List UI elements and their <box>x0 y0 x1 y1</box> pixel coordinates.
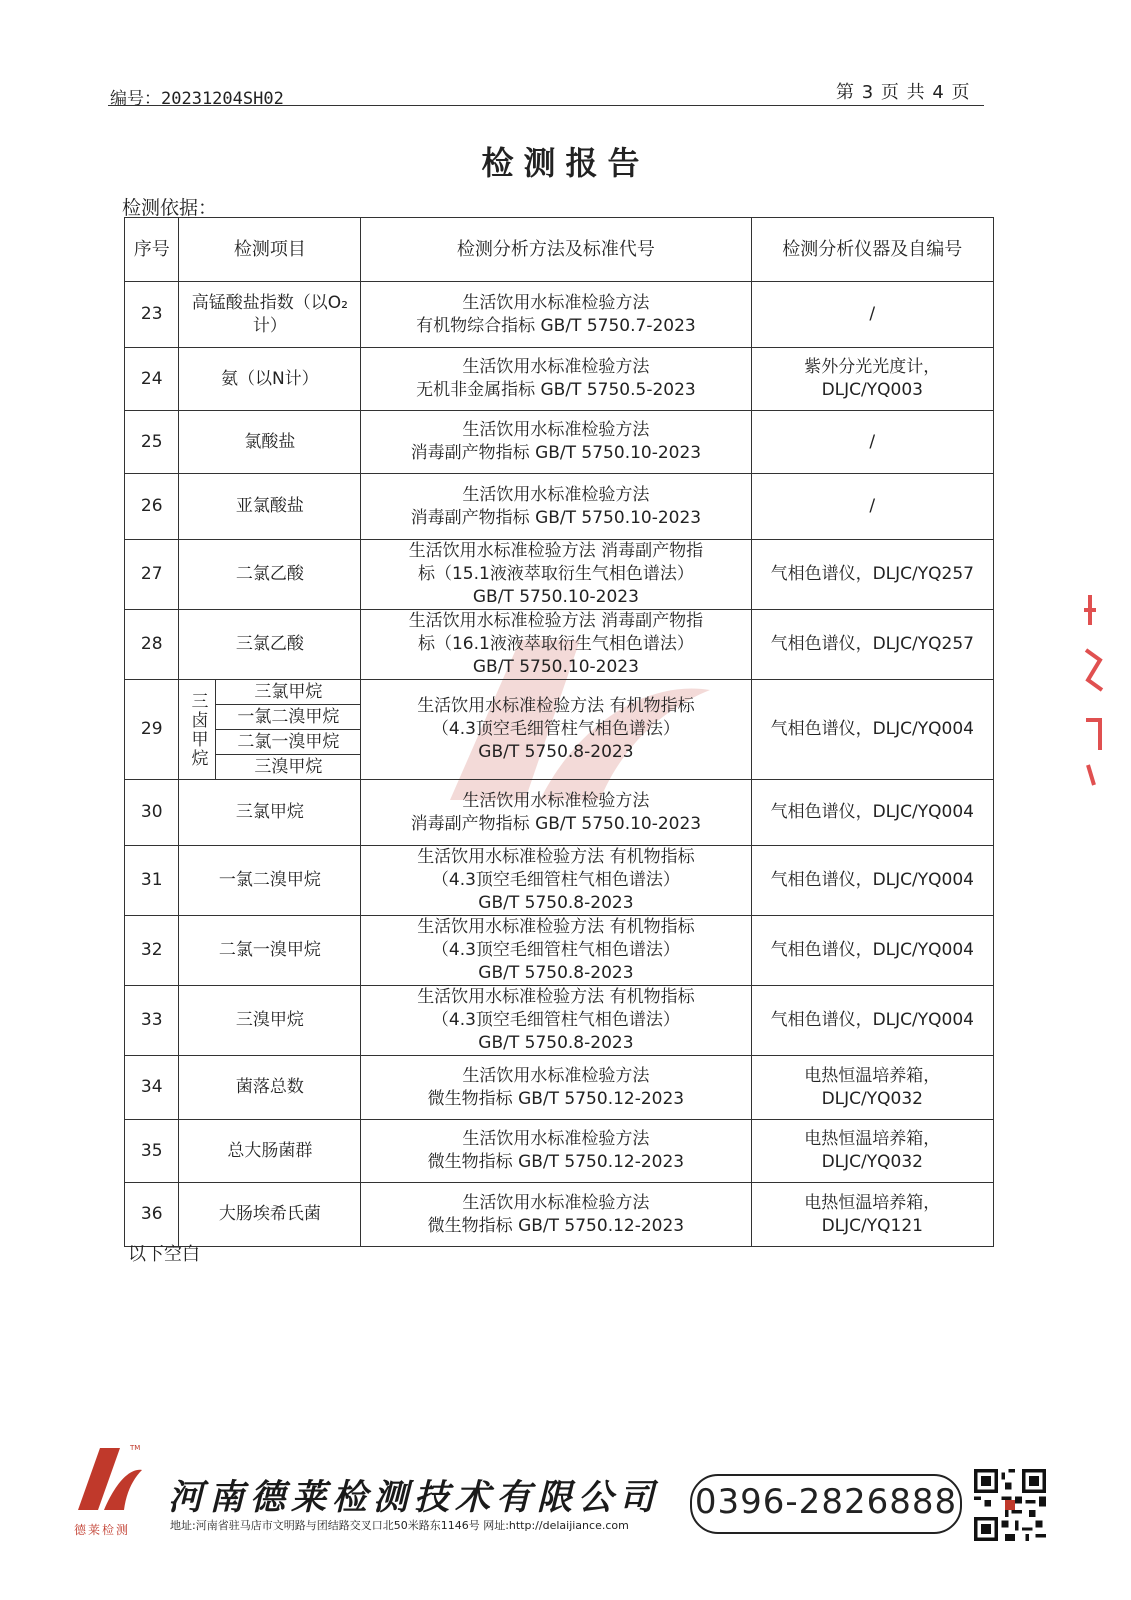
page-indicator: 第 3 页 共 4 页 <box>836 82 971 103</box>
header-method: 检测分析方法及标准代号 <box>361 218 751 282</box>
method-cell <box>361 474 751 540</box>
method-line: 消毒副产物指标 GB/T 5750.10-2023 <box>410 813 702 834</box>
method-line: 生活饮用水标准检验方法 <box>462 790 650 811</box>
method-line: 生活饮用水标准检验方法 <box>462 484 650 505</box>
method-line: 微生物指标 GB/T 5750.12-2023 <box>427 1215 685 1236</box>
method-cell <box>361 411 751 474</box>
method-line: GB/T 5750.8-2023 <box>478 963 634 983</box>
instrument-cell: / <box>751 411 993 474</box>
sub-item: 三溴甲烷 <box>254 756 323 777</box>
instrument-cell: 气相色谱仪，DLJC/YQ257 <box>751 540 993 610</box>
instrument-cell: 气相色谱仪，DLJC/YQ004 <box>751 916 993 986</box>
table-row <box>125 986 994 1056</box>
instrument-cell: 紫外分光光度计，DLJC/YQ003 <box>751 348 993 411</box>
method-line: 消毒副产物指标 GB/T 5750.10-2023 <box>410 507 702 528</box>
method-line: 微生物指标 GB/T 5750.12-2023 <box>427 1152 685 1172</box>
method-cell <box>361 986 751 1056</box>
header-no: 序号 <box>125 218 179 282</box>
row-number: 36 <box>125 1183 179 1247</box>
test-basis-table <box>124 217 994 1247</box>
header-instrument: 检测分析仪器及自编号 <box>751 218 993 282</box>
row-number: 32 <box>125 916 179 986</box>
test-item-group <box>179 680 361 780</box>
method-line: 生活饮用水标准检验方法 <box>462 357 650 377</box>
method-line: 生活饮用水标准检验方法 消毒副产物指 <box>408 611 704 631</box>
method-line: 生活饮用水标准检验方法 <box>462 1129 650 1149</box>
company-name: 河南德莱检测技术有限公司 <box>168 1478 661 1518</box>
method-line: 微生物指标 GB/T 5750.12-2023 <box>427 1088 685 1109</box>
row-number: 29 <box>125 680 179 780</box>
method-line: 有机物综合指标 GB/T 5750.7-2023 <box>416 315 696 336</box>
method-line: 标（15.1液液萃取衍生气相色谱法） <box>417 564 694 584</box>
method-cell <box>361 540 751 610</box>
method-line: 生活饮用水标准检验方法 <box>462 420 650 440</box>
method-cell <box>361 282 751 348</box>
method-line: GB/T 5750.8-2023 <box>478 1033 634 1053</box>
test-item: 大肠埃希氏菌 <box>179 1183 361 1247</box>
method-line: 生活饮用水标准检验方法 有机物指标 <box>417 847 695 867</box>
company-logo-icon <box>74 1440 144 1520</box>
svg-text:TM: TM <box>130 1444 141 1452</box>
test-item: 菌落总数 <box>179 1056 361 1120</box>
method-line: （4.3顶空毛细管柱气相色谱法） <box>431 1010 680 1030</box>
sub-item: 二氯一溴甲烷 <box>216 730 360 755</box>
table-row <box>125 1056 994 1120</box>
table-row <box>125 780 994 846</box>
method-line: 标（16.1液液萃取衍生气相色谱法） <box>417 634 694 654</box>
logo-label: 德莱检测 <box>74 1523 131 1537</box>
company-address: 地址:河南省驻马店市文明路与团结路交叉口北50米路东1146号 网址:http://delaijiance.com <box>170 1519 629 1532</box>
instrument-cell: 气相色谱仪，DLJC/YQ004 <box>751 780 993 846</box>
phone-number: 0396-2826888 <box>694 1482 958 1522</box>
method-line: GB/T 5750.10-2023 <box>472 657 639 677</box>
test-item: 三氯甲烷 <box>179 780 361 846</box>
test-item: 一氯二溴甲烷 <box>179 846 361 916</box>
instrument-cell: 气相色谱仪，DLJC/YQ257 <box>751 610 993 680</box>
method-cell <box>361 916 751 986</box>
red-stamp-fragment <box>1080 590 1110 790</box>
test-item: 亚氯酸盐 <box>179 474 361 540</box>
method-cell <box>361 610 751 680</box>
table-row <box>125 680 994 780</box>
instrument-cell: 气相色谱仪，DLJC/YQ004 <box>751 680 993 780</box>
table-row <box>125 610 994 680</box>
instrument-cell: 电热恒温培养箱，DLJC/YQ032 <box>751 1056 993 1120</box>
sub-item: 一氯二溴甲烷 <box>216 705 360 730</box>
document-number: 编号：20231204SH02 <box>110 89 284 109</box>
test-item: 三溴甲烷 <box>179 986 361 1056</box>
test-item: 总大肠菌群 <box>179 1120 361 1183</box>
test-item: 二氯一溴甲烷 <box>179 916 361 986</box>
test-item: 二氯乙酸 <box>179 540 361 610</box>
method-cell <box>361 680 751 780</box>
blank-below-note: 以下空白 <box>128 1244 200 1265</box>
row-number: 26 <box>125 474 179 540</box>
method-line: 生活饮用水标准检验方法 <box>462 292 650 313</box>
method-line: 消毒副产物指标 GB/T 5750.10-2023 <box>410 443 702 463</box>
table-row <box>125 348 994 411</box>
instrument-cell: / <box>751 282 993 348</box>
test-item: 高锰酸盐指数（以O₂计） <box>179 282 361 348</box>
basis-label: 检测依据： <box>122 197 218 219</box>
method-line: 生活饮用水标准检验方法 消毒副产物指 <box>408 541 704 561</box>
instrument-cell: 气相色谱仪，DLJC/YQ004 <box>751 846 993 916</box>
row-number: 25 <box>125 411 179 474</box>
table-header-row <box>125 218 994 282</box>
method-line: （4.3顶空毛细管柱气相色谱法） <box>431 870 680 890</box>
table-row <box>125 1120 994 1183</box>
method-cell <box>361 1183 751 1247</box>
row-number: 23 <box>125 282 179 348</box>
method-line: 生活饮用水标准检验方法 有机物指标 <box>417 696 695 716</box>
table-row <box>125 1183 994 1247</box>
sub-item: 三氯甲烷 <box>216 680 360 705</box>
table-row <box>125 916 994 986</box>
header-item: 检测项目 <box>179 218 361 282</box>
instrument-cell: / <box>751 474 993 540</box>
row-number: 31 <box>125 846 179 916</box>
table-row <box>125 846 994 916</box>
test-item: 氯酸盐 <box>179 411 361 474</box>
table-row <box>125 411 994 474</box>
instrument-cell: 气相色谱仪，DLJC/YQ004 <box>751 986 993 1056</box>
row-number: 34 <box>125 1056 179 1120</box>
method-line: GB/T 5750.8-2023 <box>478 893 634 913</box>
method-cell <box>361 1056 751 1120</box>
row-number: 27 <box>125 540 179 610</box>
method-line: 生活饮用水标准检验方法 <box>462 1192 650 1213</box>
method-line: 生活饮用水标准检验方法 有机物指标 <box>417 917 695 937</box>
method-line: （4.3顶空毛细管柱气相色谱法） <box>431 940 680 960</box>
test-item: 氨（以N计） <box>179 348 361 411</box>
method-cell <box>361 846 751 916</box>
method-line: 生活饮用水标准检验方法 有机物指标 <box>417 987 695 1007</box>
method-line: 生活饮用水标准检验方法 <box>462 1065 650 1086</box>
test-item: 三氯乙酸 <box>179 610 361 680</box>
instrument-cell: 电热恒温培养箱，DLJC/YQ032 <box>751 1120 993 1183</box>
group-name: 三卤甲烷 <box>179 680 216 779</box>
row-number: 33 <box>125 986 179 1056</box>
method-line: GB/T 5750.8-2023 <box>478 742 634 762</box>
row-number: 24 <box>125 348 179 411</box>
method-line: GB/T 5750.10-2023 <box>472 587 639 607</box>
method-cell <box>361 1120 751 1183</box>
row-number: 30 <box>125 780 179 846</box>
report-title: 检测报告 <box>481 144 650 182</box>
method-cell <box>361 348 751 411</box>
header-divider <box>108 105 984 106</box>
method-line: 无机非金属指标 GB/T 5750.5-2023 <box>416 380 696 400</box>
method-cell <box>361 780 751 846</box>
table-row <box>125 282 994 348</box>
method-line: （4.3顶空毛细管柱气相色谱法） <box>431 719 680 739</box>
table-row <box>125 474 994 540</box>
row-number: 28 <box>125 610 179 680</box>
instrument-cell: 电热恒温培养箱，DLJC/YQ121 <box>751 1183 993 1247</box>
row-number: 35 <box>125 1120 179 1183</box>
table-row <box>125 540 994 610</box>
qr-code-icon <box>974 1469 1046 1541</box>
